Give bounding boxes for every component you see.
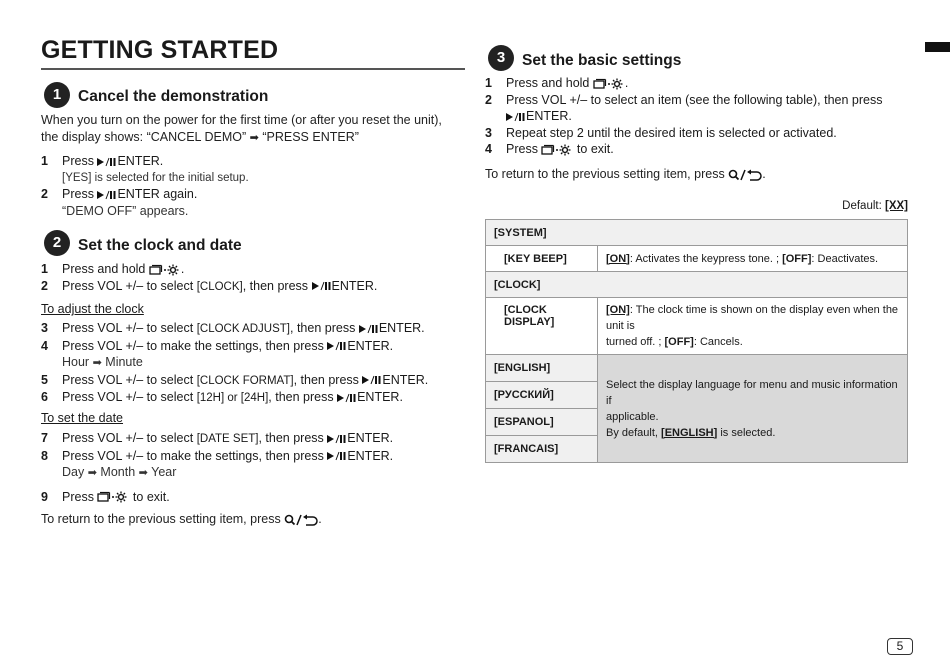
edge-tab-marker <box>925 42 950 52</box>
note-hour: Hour <box>62 355 90 369</box>
step-text-end: ENTER. <box>357 390 403 404</box>
step-text: Repeat step 2 until the desired item is selected or activated. <box>506 125 837 140</box>
step-number: 3 <box>485 125 492 140</box>
step-text-end: . <box>624 76 629 90</box>
step-note: “DEMO OFF” appears. <box>62 203 189 218</box>
step-text-end: ENTER. <box>347 448 394 463</box>
step-text: Press <box>62 187 94 201</box>
category-clock: [CLOCK] <box>486 272 908 298</box>
section-1-intro <box>41 112 461 147</box>
step-number: 1 <box>41 154 48 168</box>
step-text-end: to exit. <box>132 489 170 504</box>
section-1-badge: 1 <box>44 82 70 108</box>
step-item <box>41 186 461 203</box>
category-system: [SYSTEM] <box>486 220 908 246</box>
section-2-return-note <box>41 511 322 528</box>
play-pause-icon <box>97 190 117 200</box>
step-number: 8 <box>41 448 48 463</box>
option-desc: : Cancels. <box>693 336 743 348</box>
step-number: 4 <box>485 142 492 156</box>
step-text: Press and hold <box>62 262 146 276</box>
step-text: Press VOL +/– to make the settings, then press <box>62 338 324 353</box>
step-text-end: ENTER. <box>347 431 394 445</box>
default-legend <box>760 200 908 212</box>
step-item <box>41 153 461 170</box>
step-item <box>41 448 461 465</box>
step-text: Press <box>62 489 94 504</box>
menu-code: [CLOCK] <box>196 280 243 293</box>
option-off: [OFF] <box>664 336 694 348</box>
step-item <box>41 389 461 407</box>
source-settings-icon <box>149 264 181 276</box>
right-arrow-icon: ➡ <box>249 132 259 144</box>
right-arrow-icon: ➡ <box>138 467 148 479</box>
source-settings-icon <box>97 491 129 503</box>
step-text-end: ENTER. <box>526 109 572 123</box>
step-number: 9 <box>41 489 48 504</box>
step-text-end: ENTER. <box>117 154 164 168</box>
step-text: Press <box>506 142 538 156</box>
option-on: [ON] <box>606 252 630 265</box>
option-desc: turned off. ; <box>606 336 662 348</box>
table-row <box>486 272 908 298</box>
language-desc-text: is selected. <box>720 426 776 439</box>
menu-code: [DATE SET] <box>196 433 259 445</box>
step-number: 7 <box>41 431 48 445</box>
step-note <box>41 354 461 372</box>
step-item <box>41 489 461 506</box>
section-1-title: Cancel the demonstration <box>78 88 269 105</box>
step-number: 3 <box>41 321 48 335</box>
adjust-clock-heading: To adjust the clock <box>41 302 144 316</box>
language-english: [ENGLISH] <box>486 355 598 382</box>
step-text-mid: , then press <box>268 390 334 404</box>
intro-line-1: When you turn on the power for the first time (or after you reset the unit), <box>41 113 442 127</box>
section-3-return-note <box>485 166 766 183</box>
step-text: Press and hold <box>506 76 590 90</box>
step-text-mid: , then press <box>242 278 309 293</box>
section-3-title: Set the basic settings <box>522 52 682 69</box>
step-number: 1 <box>41 262 48 276</box>
language-desc-text: Select the display language for menu and music information if <box>606 378 898 407</box>
language-spanish: [ESPANOL] <box>486 409 598 436</box>
menu-code: [CLOCK ADJUST] <box>196 323 290 335</box>
play-pause-icon <box>362 375 382 385</box>
intro-demo-text: the display shows: “CANCEL DEMO” <box>41 130 247 144</box>
step-text: Press VOL +/– to select <box>62 431 194 445</box>
play-pause-icon <box>327 451 347 461</box>
step-text: Press VOL +/– to select <box>62 278 194 293</box>
play-pause-icon <box>97 157 117 167</box>
step-item <box>485 141 915 158</box>
clock-steps <box>41 320 461 407</box>
language-default: [ENGLISH] <box>661 426 718 439</box>
settings-table <box>485 219 908 463</box>
step-text-mid: , then press <box>290 321 356 335</box>
step-text: Press VOL +/– to select an item (see the following table), then press <box>506 92 883 107</box>
table-row <box>486 246 908 272</box>
section-1-steps <box>41 153 461 219</box>
step-item <box>41 372 461 390</box>
step-number: 2 <box>485 92 492 107</box>
return-text: To return to the previous setting item, press <box>41 512 281 526</box>
set-date-heading: To set the date <box>41 411 124 425</box>
section-3-badge: 3 <box>488 45 514 71</box>
step-number: 5 <box>41 372 48 387</box>
item-clock-display-desc <box>598 298 908 355</box>
language-desc <box>598 355 908 463</box>
step-number: 2 <box>41 187 48 201</box>
step-item <box>41 320 461 338</box>
table-row <box>486 220 908 246</box>
menu-code: [12H] or [24H] <box>196 392 269 404</box>
play-pause-icon <box>359 324 379 334</box>
step-text-end: ENTER. <box>382 372 429 387</box>
table-row <box>486 355 908 382</box>
intro-line-2 <box>41 129 461 147</box>
step-number: 4 <box>41 338 48 353</box>
option-desc: : Deactivates. <box>811 252 879 265</box>
step-text-end: ENTER. <box>378 321 425 335</box>
play-pause-icon <box>337 393 357 403</box>
default-marker: [XX] <box>885 200 908 212</box>
option-desc: : The clock time is shown on the display even when the unit is <box>606 304 899 332</box>
step-item <box>41 338 461 355</box>
search-back-icon <box>284 514 318 526</box>
default-label: Default: <box>842 200 882 212</box>
step-text-end: to exit. <box>576 142 614 156</box>
source-settings-icon <box>541 144 573 156</box>
play-pause-icon <box>506 112 526 122</box>
intro-press-enter-text: “PRESS ENTER” <box>262 130 359 144</box>
step-item <box>41 278 461 296</box>
source-settings-icon <box>593 78 625 90</box>
play-pause-icon <box>312 281 332 291</box>
play-pause-icon <box>327 341 347 351</box>
section-2-steps <box>41 261 461 295</box>
play-pause-icon <box>327 434 347 444</box>
search-back-icon <box>728 169 762 181</box>
note-month: Month <box>100 465 136 479</box>
step-text: Press VOL +/– to select <box>62 321 194 335</box>
step-text: Press VOL +/– to select <box>62 390 194 404</box>
step-item <box>485 92 915 125</box>
note-day: Day <box>62 465 85 479</box>
item-key-beep-desc <box>598 246 908 272</box>
step-item <box>41 430 461 448</box>
step-text-mid: , then press <box>293 372 359 387</box>
step-text-end: ENTER. <box>331 278 378 293</box>
language-desc-text: applicable. <box>606 410 659 423</box>
section-3-steps <box>485 75 915 158</box>
return-text: To return to the previous setting item, press <box>485 167 725 181</box>
right-arrow-icon: ➡ <box>92 357 102 369</box>
item-clock-display: [CLOCK DISPLAY] <box>486 298 598 355</box>
step-item <box>41 261 461 278</box>
step-text-mid: , then press <box>258 431 324 445</box>
table-row <box>486 298 908 355</box>
page-number: 5 <box>887 638 913 655</box>
step-text-end: ENTER. <box>347 338 394 353</box>
option-desc: : Activates the keypress tone. ; <box>629 252 780 265</box>
language-french: [FRANCAIS] <box>486 436 598 463</box>
step-text: Press VOL +/– to select <box>62 372 194 387</box>
return-end: . <box>318 512 322 526</box>
step-text-end: . <box>180 262 185 276</box>
step-text-end: ENTER again. <box>117 187 198 201</box>
step-text: Press VOL +/– to make the settings, then press <box>62 448 324 463</box>
step-text: Press <box>62 154 94 168</box>
language-russian: [РУССКИЙ] <box>486 382 598 409</box>
step-note <box>41 464 461 482</box>
menu-code: [CLOCK FORMAT] <box>196 374 294 387</box>
right-arrow-icon: ➡ <box>87 467 97 479</box>
option-off: [OFF] <box>782 252 812 265</box>
note-year: Year <box>151 465 177 479</box>
step-number: 1 <box>485 76 492 90</box>
date-steps <box>41 430 461 505</box>
return-end: . <box>762 167 766 181</box>
title-divider <box>41 68 465 70</box>
step-item <box>485 75 915 92</box>
step-note: [YES] is selected for the initial setup. <box>62 171 249 184</box>
section-2-title: Set the clock and date <box>78 237 242 254</box>
section-2-badge: 2 <box>44 230 70 256</box>
step-number: 6 <box>41 390 48 404</box>
note-minute: Minute <box>105 355 143 369</box>
page-title: GETTING STARTED <box>41 36 279 64</box>
option-on: [ON] <box>606 304 630 316</box>
step-number: 2 <box>41 278 48 293</box>
language-desc-text: By default, <box>606 426 658 439</box>
item-key-beep: [KEY BEEP] <box>486 246 598 272</box>
step-item <box>485 125 915 142</box>
